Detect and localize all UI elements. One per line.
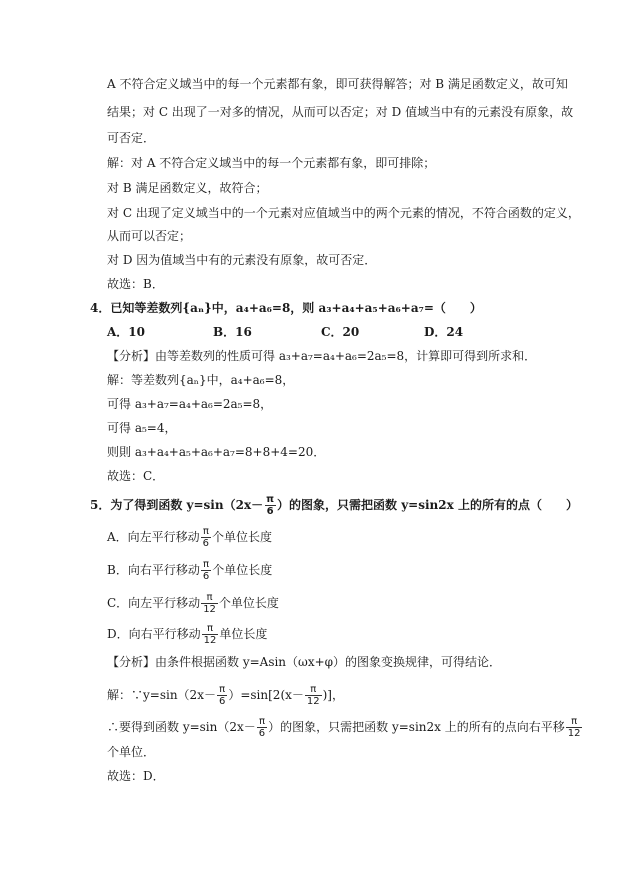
fraction-pi-6: $\frac{\pi}{6}$: [266, 494, 275, 517]
q5-option-a: A．向左平行移动 $\frac{\pi}{6}$ 个单位长度: [107, 526, 273, 549]
fraction-pi-12: $\frac{\pi}{12}$: [567, 716, 581, 739]
q4-stem: 4．已知等差数列{aₙ}中，a₄+a₆=8，则 a₃+a₄+a₅+a₆+a₇=（ ）: [90, 301, 482, 315]
q3-solution-line-3: 对 C 出现了定义域当中的一个元素对应值域当中的两个元素的情况，不符合函数的定义，: [107, 206, 580, 220]
q4-solution-line-1: 解：等差数列{aₙ}中，a₄+a₆=8，: [107, 373, 295, 387]
fraction-pi-12: $\frac{\pi}{12}$: [203, 592, 216, 615]
q4-answer: 故选：C．: [107, 469, 165, 483]
fraction-pi-6: $\frac{\pi}{6}$: [202, 559, 210, 582]
q5-answer: 故选：D．: [107, 769, 165, 783]
q5-solution-line-2: ∴要得到函数 y=sin（2x－ $\frac{\pi}{6}$ ）的图象，只需把函数 y=sin2x 上的所有的点向右平移 $\frac{\pi}{12}$: [107, 716, 581, 739]
q4-solution-line-2: 可得 a₃+a₇=a₄+a₆=2a₅=8，: [107, 397, 273, 411]
q3-solution-line-4: 从而可以否定；: [107, 229, 192, 243]
q4-option-d: D．24: [424, 325, 464, 339]
q5-analysis: 【分析】由条件根据函数 y=Asin（ωx+φ）的图象变换规律，可得结论．: [107, 655, 502, 669]
q3-solution-line-2: 对 B 满足函数定义，故符合；: [107, 181, 268, 195]
q5-stem: 5．为了得到函数 y=sin（2x－ $\frac{\pi}{6}$ ）的图象，只需把函数 y=sin2x 上的所有的点（ ）: [90, 494, 578, 517]
q3-analysis-line-1: A 不符合定义域当中的每一个元素都有象，即可获得解答；对 B 满足函数定义，故可知: [107, 77, 568, 91]
q4-option-c: C．20: [321, 325, 360, 339]
fraction-pi-6: $\frac{\pi}{6}$: [202, 526, 210, 549]
q4-option-a: A．10: [107, 325, 146, 339]
fraction-pi-12: $\frac{\pi}{12}$: [306, 684, 320, 707]
q3-answer: 故选：B．: [107, 277, 164, 291]
q4-option-b: B．16: [213, 325, 252, 339]
q5-solution-line-3: 个单位．: [107, 745, 156, 759]
fraction-pi-12: $\frac{\pi}{12}$: [203, 623, 217, 646]
q3-analysis-line-3: 可否定．: [107, 131, 156, 145]
q5-solution-line-1: 解：∵y=sin（2x－ $\frac{\pi}{6}$ ）=sin[2(x－ $\frac{\pi}{12}$ )]，: [107, 684, 344, 707]
q3-solution-line-5: 对 D 因为值域当中有的元素没有原象，故可否定．: [107, 253, 377, 267]
q4-solution-line-3: 可得 a₅=4，: [107, 421, 177, 435]
q3-solution-line-1: 解：对 A 不符合定义域当中的每一个元素都有象，即可排除；: [107, 156, 436, 170]
q4-analysis: 【分析】由等差数列的性质可得 a₃+a₇=a₄+a₆=2a₅=8，计算即可得到所求和．: [107, 349, 537, 363]
q5-option-c: C．向左平行移动 $\frac{\pi}{12}$ 个单位长度: [107, 592, 279, 615]
q5-option-d: D．向右平行移动 $\frac{\pi}{12}$ 单位长度: [107, 623, 268, 646]
fraction-pi-6: $\frac{\pi}{6}$: [258, 716, 266, 739]
q4-solution-line-4: 则則 a₃+a₄+a₅+a₆+a₇=8+8+4=20．: [107, 445, 326, 459]
q5-option-b: B．向右平行移动 $\frac{\pi}{6}$ 个单位长度: [107, 559, 273, 582]
fraction-pi-6: $\frac{\pi}{6}$: [218, 684, 226, 707]
q3-analysis-line-2: 结果；对 C 出现了一对多的情况，从而可以否定；对 D 值域当中有的元素没有原象，故: [107, 105, 574, 119]
